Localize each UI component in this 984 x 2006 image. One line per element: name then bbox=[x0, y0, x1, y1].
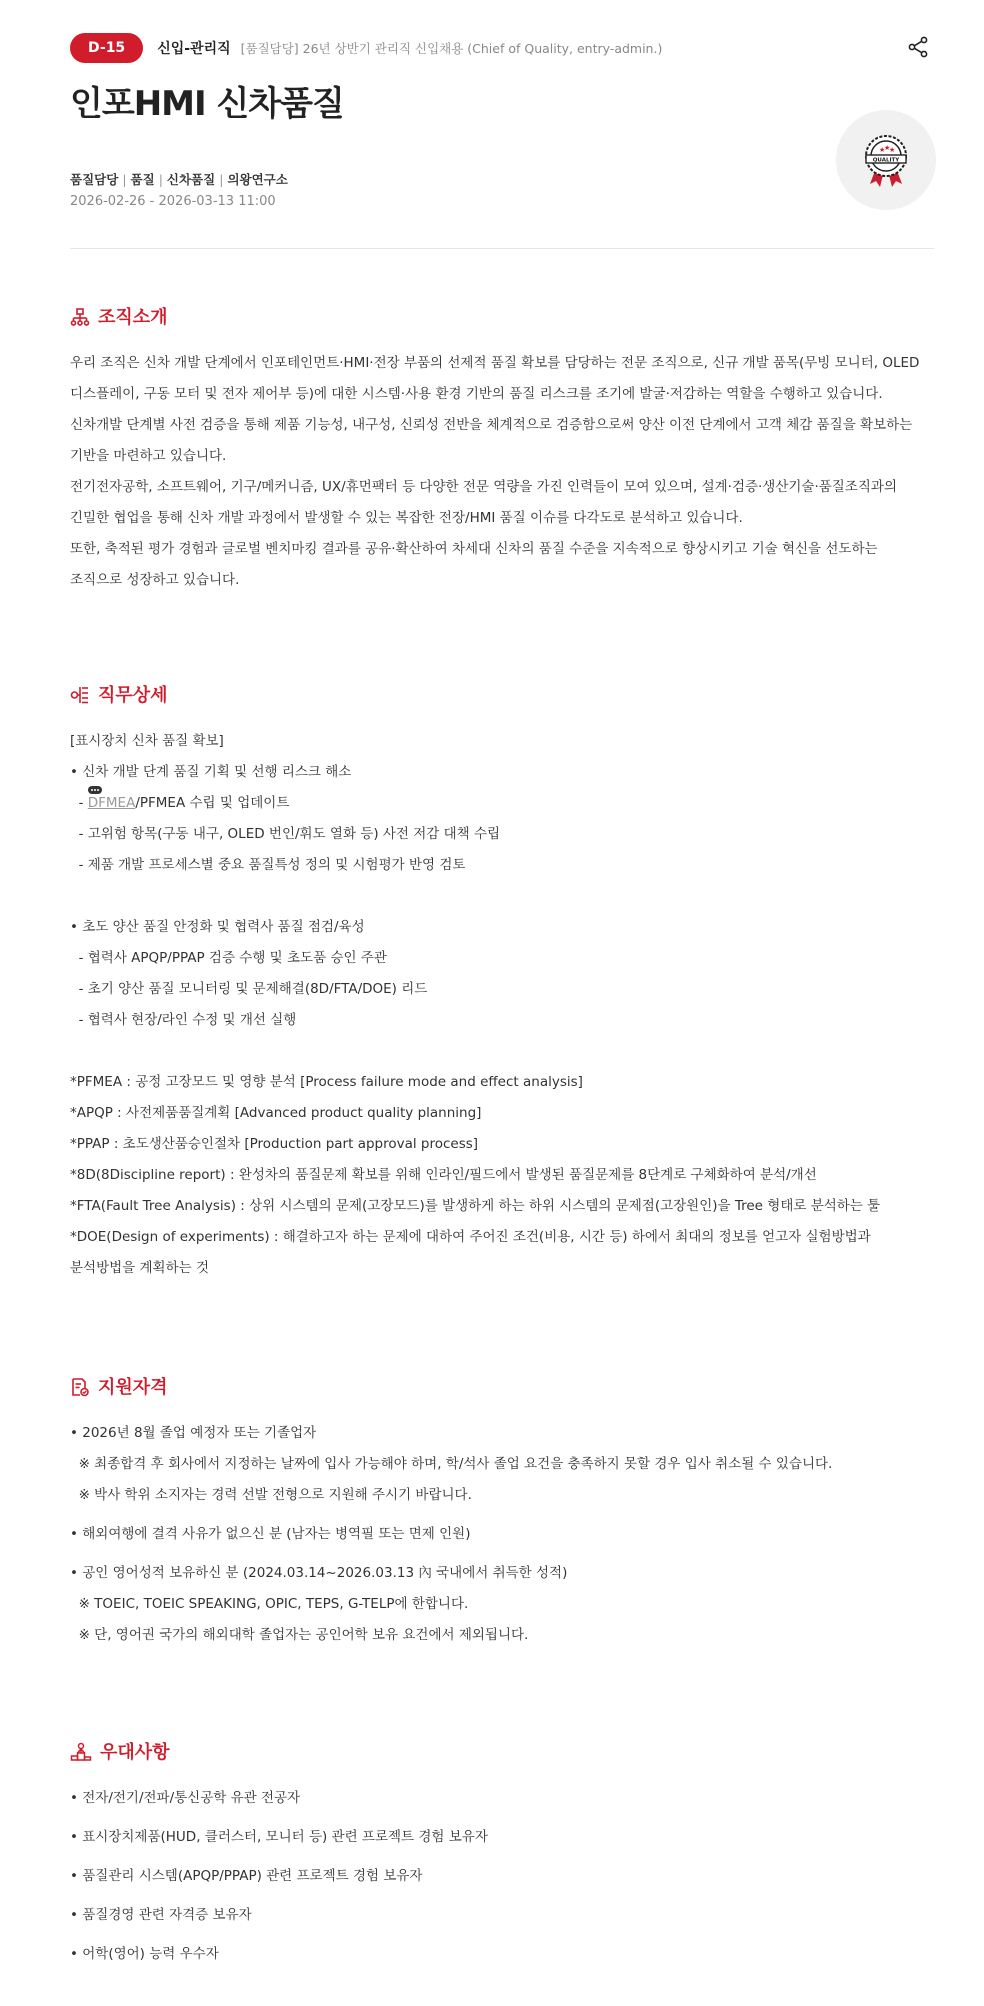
quality-emblem-icon bbox=[836, 110, 936, 210]
text-line: • 품질관리 시스템(APQP/PPAP) 관련 프로젝트 경험 보유자 bbox=[70, 1868, 423, 1884]
text-line: ※ 단, 영어권 국가의 해외대학 졸업자는 공인어학 보유 요건에서 제외됩니다. bbox=[70, 1627, 529, 1643]
svg-text:QUALITY: QUALITY bbox=[872, 157, 900, 164]
svg-text:★: ★ bbox=[889, 146, 896, 154]
text-line: ※ 박사 학위 소지자는 경력 선발 전형으로 지원해 주시기 바랍니다. bbox=[70, 1487, 472, 1503]
text-line: ※ 최종합격 후 회사에서 지정하는 날짜에 입사 가능해야 하며, 학/석사 졸업 요건을 충족하지 못할 경우 입사 취소될 수 있습니다. bbox=[70, 1456, 833, 1472]
text-line: 신차개발 단계별 사전 검증을 통해 제품 기능성, 내구성, 신뢰성 전반을 체계적으로 검증함으로써 양산 이전 단계에서 고객 체감 품질을 확보하는 bbox=[70, 417, 913, 433]
text-line: • 어학(영어) 능력 우수자 bbox=[70, 1946, 219, 1962]
preference-list bbox=[70, 1783, 940, 1970]
tag-item: 품질 bbox=[130, 172, 155, 187]
podium-icon bbox=[70, 1742, 92, 1762]
org-description bbox=[70, 348, 940, 596]
text-line: • 공인 영어성적 보유하신 분 (2024.03.14~2026.03.13 內 국내에서 취득한 성적) bbox=[70, 1565, 568, 1581]
text-line: [표시장치 신차 품질 확보] bbox=[70, 733, 224, 749]
section-duty bbox=[70, 684, 940, 1284]
glossary-line: *DOE(Design of experiments) : 해결하고자 하는 문제에 대하여 주어진 조건(비용, 시간 등) 하에서 최대의 정보를 얻고자 실험방법과 bbox=[70, 1229, 871, 1245]
glossary-line: *8D(8Discipline report) : 완성차의 품질문제 확보를 위해 인라인/필드에서 발생된 품질문제를 8단계로 구체화하여 분석/개선 bbox=[70, 1167, 817, 1183]
text-line: - 제품 개발 프로세스별 중요 품질특성 정의 및 시험평가 반영 검토 bbox=[70, 857, 466, 873]
text-line: • 해외여행에 결격 사유가 없으신 분 (남자는 병역필 또는 면제 인원) bbox=[70, 1526, 471, 1542]
document-check-icon bbox=[70, 1377, 90, 1397]
section-title bbox=[70, 684, 940, 708]
glossary-line: *APQP : 사전제품품질계획 [Advanced product quality planning] bbox=[70, 1105, 482, 1121]
section-qualification bbox=[70, 1376, 940, 1651]
posting-subtitle: [품질담당] 26년 상반기 관리직 신입채용 (Chief of Quality, entry-admin.) bbox=[240, 41, 663, 56]
section-title bbox=[70, 306, 940, 330]
org-chart-icon bbox=[70, 307, 90, 327]
tag-item: 신차품질 bbox=[166, 172, 216, 187]
text-line: • 신차 개발 단계 품질 기획 및 선행 리스크 해소 bbox=[70, 764, 352, 780]
section-title-text: 직무상세 bbox=[98, 685, 168, 706]
dfmea-link[interactable]: DFMEA bbox=[87, 795, 136, 811]
dday-badge: D-15 bbox=[70, 33, 143, 63]
text-line: - 고위험 항목(구동 내구, OLED 번인/휘도 열화 등) 사전 저감 대책 수립 bbox=[70, 826, 501, 842]
tag-item: 품질담당 bbox=[70, 172, 119, 187]
section-title-text: 조직소개 bbox=[98, 307, 168, 328]
chat-bubble-icon[interactable] bbox=[88, 781, 102, 791]
glossary-line: *FTA(Fault Tree Analysis) : 상위 시스템의 문제(고장모드)를 발생하게 하는 하위 시스템의 문제점(고장원인)을 Tree 형태로 분석하는 툴 bbox=[70, 1198, 881, 1214]
posting-header bbox=[70, 33, 930, 63]
job-detail-icon bbox=[70, 685, 90, 705]
text-line: - 협력사 현장/라인 수정 및 개선 실행 bbox=[70, 1012, 297, 1028]
posting-dates: 2026-02-26 - 2026-03-13 11:00 bbox=[70, 194, 276, 209]
header-divider bbox=[70, 248, 934, 249]
qualification-list bbox=[70, 1418, 940, 1651]
text-line: - 협력사 APQP/PPAP 검증 수행 및 초도품 승인 주관 bbox=[70, 950, 387, 966]
text-line: 긴밀한 협업을 통해 신차 개발 과정에서 발생할 수 있는 복잡한 전장/HMI 품질 이슈를 다각도로 분석하고 있습니다. bbox=[70, 510, 743, 526]
glossary-line: 분석방법을 계획하는 것 bbox=[70, 1260, 209, 1276]
text-line: • 전자/전기/전파/통신공학 유관 전공자 bbox=[70, 1790, 301, 1806]
text-prefix: - bbox=[70, 795, 88, 811]
text-line: • 2026년 8월 졸업 예정자 또는 기졸업자 bbox=[70, 1425, 317, 1441]
glossary-line: *PFMEA : 공정 고장모드 및 영향 분석 [Process failure mode and effect analysis] bbox=[70, 1074, 583, 1090]
text-rest: /PFMEA 수립 및 업데이트 bbox=[135, 795, 290, 811]
section-title-text: 우대사항 bbox=[100, 1742, 170, 1763]
section-org bbox=[70, 306, 940, 596]
text-line: 전기전자공학, 소프트웨어, 기구/메커니즘, UX/휴먼팩터 등 다양한 전문 역량을 가진 인력들이 모여 있으며, 설계·검증·생산기술·품질조직과의 bbox=[70, 479, 898, 495]
svg-text:★: ★ bbox=[879, 146, 886, 154]
tag-item: 의왕연구소 bbox=[227, 172, 288, 187]
text-line: ※ TOEIC, TOEIC SPEAKING, OPIC, TEPS, G-TELP에 한합니다. bbox=[70, 1596, 469, 1612]
section-title bbox=[70, 1376, 940, 1400]
text-line: • 초도 양산 품질 안정화 및 협력사 품질 점검/육성 bbox=[70, 919, 365, 935]
svg-text:★: ★ bbox=[884, 144, 891, 152]
text-line: 기반을 마련하고 있습니다. bbox=[70, 448, 227, 464]
job-type: 신입-관리직 bbox=[157, 41, 231, 57]
share-icon[interactable] bbox=[906, 35, 930, 59]
text-line: • 표시장치제품(HUD, 클러스터, 모니터 등) 관련 프로젝트 경험 보유자 bbox=[70, 1829, 488, 1845]
duty-description bbox=[70, 726, 940, 1284]
text-line bbox=[70, 788, 940, 819]
tag-list: 품질담당 | 품질 | 신차품질 | 의왕연구소 bbox=[70, 172, 288, 187]
text-line: 디스플레이, 구동 모터 및 전자 제어부 등)에 대한 시스템·사용 환경 기반의 품질 리스크를 조기에 발굴·저감하는 역할을 수행하고 있습니다. bbox=[70, 386, 883, 402]
section-preference bbox=[70, 1741, 940, 1970]
text-line: 우리 조직은 신차 개발 단계에서 인포테인먼트·HMI·전장 부품의 선제적 품질 확보를 담당하는 전문 조직으로, 신규 개발 품목(무빙 모니터, OLED bbox=[70, 355, 920, 371]
glossary-line: *PPAP : 초도생산품승인절차 [Production part approval process] bbox=[70, 1136, 479, 1152]
text-line: • 품질경영 관련 자격증 보유자 bbox=[70, 1907, 252, 1923]
page-title: 인포HMI 신차품질 bbox=[70, 84, 344, 124]
text-line: 또한, 축적된 평가 경험과 글로벌 벤치마킹 결과를 공유·확산하여 차세대 신차의 품질 수준을 지속적으로 향상시키고 기술 혁신을 선도하는 bbox=[70, 541, 878, 557]
text-line: - 초기 양산 품질 모니터링 및 문제해결(8D/FTA/DOE) 리드 bbox=[70, 981, 428, 997]
section-title-text: 지원자격 bbox=[98, 1377, 168, 1398]
text-line: 조직으로 성장하고 있습니다. bbox=[70, 572, 240, 588]
section-title bbox=[70, 1741, 940, 1765]
